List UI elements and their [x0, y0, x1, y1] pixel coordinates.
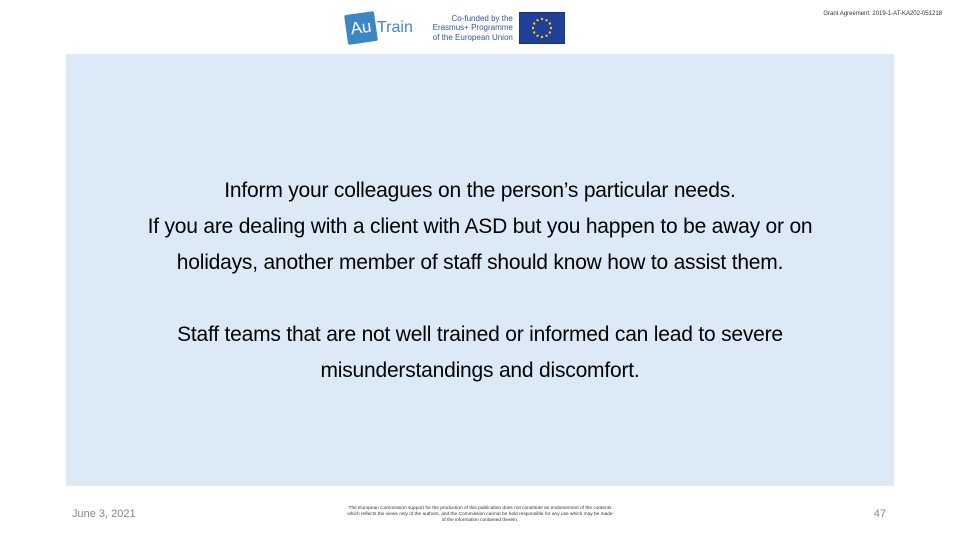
cofunded-text — [423, 14, 513, 43]
body-line: holidays, another member of staff should know how to assist them. — [176, 251, 784, 274]
disclaimer-line: which reflects the views only of the authors, and the Commission cannot be held responsible for any use which may be made — [347, 512, 613, 517]
paragraph-gap — [66, 281, 894, 317]
body-line: Staff teams that are not well trained or informed can lead to severe — [177, 323, 783, 346]
slide-body — [66, 173, 894, 389]
body-line: If you are dealing with a client with ASD but you happen to be away or on — [147, 215, 813, 238]
autrain-badge: Au — [344, 11, 378, 45]
cofunded-line: Co-funded by the — [451, 13, 513, 23]
cofunded-line: Erasmus+ Programme — [432, 23, 513, 33]
body-line: misunderstandings and discomfort. — [320, 359, 640, 382]
eu-flag-icon — [519, 12, 565, 44]
autrain-word: Train — [377, 19, 413, 36]
grant-agreement: Grant Agreement: 2019-1-AT-KA202-051218 — [823, 11, 942, 17]
cofunded-line: of the European Union — [432, 32, 513, 42]
header-logos — [346, 10, 565, 46]
footer-date: June 3, 2021 — [72, 508, 136, 520]
body-line: Inform your colleagues on the person’s particular needs. — [224, 179, 736, 202]
autrain-logo — [346, 10, 413, 46]
page-number: 47 — [873, 508, 886, 520]
disclaimer-line: The European Commission support for the production of this publication does not constitute an endorsement of the contents — [348, 506, 612, 511]
footer-disclaimer — [300, 506, 660, 524]
disclaimer-line: of the information contained therein. — [441, 518, 519, 523]
content-panel — [66, 54, 894, 486]
